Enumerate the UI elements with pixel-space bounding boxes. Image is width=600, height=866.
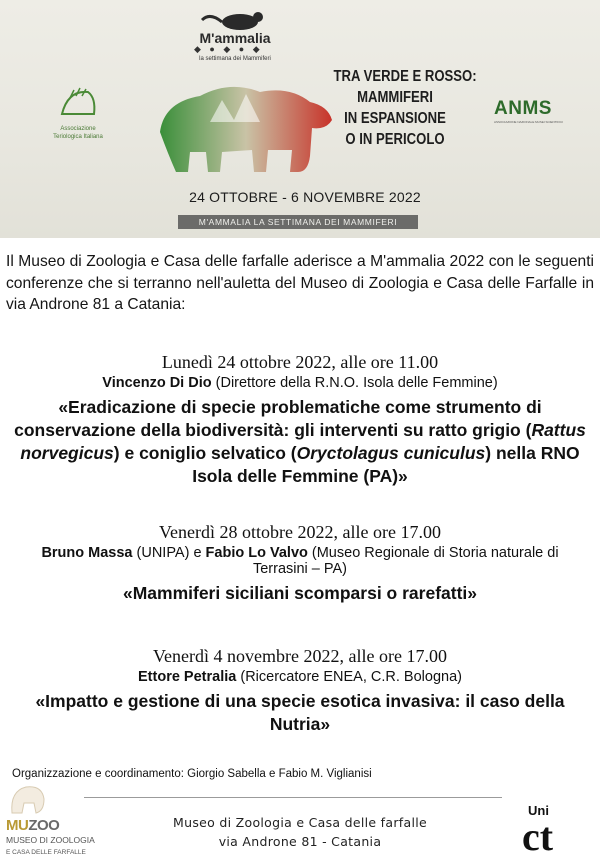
museum-logo-zoo: ZOO: [28, 817, 60, 834]
speaker-name: Vincenzo Di Dio: [102, 375, 212, 391]
intro-paragraph: Il Museo di Zoologia e Casa delle farfalle aderisce a M'ammalia 2022 con le seguenti conferenze che si terranno nell'auletta del Museo di Zoologia e Casa delle Farfalle in via Androne 81 a Catania:: [6, 253, 594, 313]
event-speaker: [0, 669, 600, 685]
title-part: ) e coniglio selvatico (: [113, 443, 297, 463]
anms-logo: [494, 98, 564, 124]
event-2: [0, 522, 600, 605]
event-date: Venerdì 28 ottobre 2022, alle ore 17.00: [159, 522, 441, 542]
event-3: [0, 646, 600, 736]
anms-text: ANMS: [494, 98, 552, 119]
speaker-name: Ettore Petralia: [138, 669, 237, 685]
bear-silhouette-icon: [150, 72, 340, 182]
speaker-affiliation: (UNIPA) e: [132, 545, 206, 561]
event-title: [0, 396, 600, 488]
event-1: [0, 352, 600, 488]
footer-divider: [84, 797, 502, 798]
museum-logo-mu: MU: [6, 817, 29, 834]
speaker-affiliation: (Ricercatore ENEA, C.R. Bologna): [236, 669, 462, 685]
speaker-affiliation: (Museo Regionale di Storia naturale di Terrasini – PA): [252, 545, 559, 577]
hedgehog-icon: [58, 84, 98, 118]
unict-logo: [516, 803, 580, 859]
event-speaker: [0, 375, 600, 391]
museum-logo-line3: E CASA DELLE FARFALLE: [6, 849, 86, 856]
title-italic: Oryctolagus cuniculus: [296, 443, 486, 463]
ati-text: Associazione Teriologica Italiana: [53, 126, 103, 140]
speaker-name: Fabio Lo Valvo: [205, 545, 308, 561]
title-part: ) nella RNO Isola delle Femmine (PA)»: [192, 443, 580, 486]
museum-logo-line2: MUSEO DI ZOOLOGIA: [6, 835, 95, 845]
banner-strip: M'AMMALIA LA SETTIMANA DEI MAMMIFERI: [178, 215, 418, 229]
elephant-skull-icon: [8, 783, 48, 817]
ati-logo: [48, 84, 108, 141]
event-speaker: [0, 545, 600, 577]
event-banner: [0, 0, 600, 238]
museum-logo: [2, 783, 95, 865]
speaker-affiliation: (Direttore della R.N.O. Isola delle Femmine): [211, 375, 498, 391]
mammal-silhouette-icon: [190, 8, 280, 34]
unict-ct: ct: [522, 814, 554, 859]
mammalia-subtitle: la settimana dei Mammiferi: [199, 56, 271, 62]
unict-uni: Uni: [528, 803, 549, 818]
title-part: «Eradicazione di specie problematiche come strumento di conservazione della biodiversità: gli interventi su ratto grigio (: [14, 397, 542, 440]
event-title: «Impatto e gestione di una specie esotica invasiva: il caso della Nutria»: [35, 691, 565, 734]
organization-credit: Organizzazione e coordinamento: Giorgio Sabella e Fabio M. Viglianisi: [12, 768, 372, 780]
headline-line: MAMMIFERI: [357, 89, 433, 106]
museum-logo-mark: [6, 817, 59, 834]
footer-line2: via Androne 81 - Catania: [218, 834, 382, 849]
speaker-name: Bruno Massa: [41, 545, 133, 561]
headline: [333, 66, 477, 150]
event-date: Lunedì 24 ottobre 2022, alle ore 11.00: [161, 352, 439, 372]
mammalia-logo: [190, 8, 280, 68]
title-italic: Rattus norvegicus: [20, 420, 586, 463]
footer-line1: Museo di Zoologia e Casa delle farfalle: [173, 815, 427, 830]
mammalia-title: M'ammalia: [199, 30, 271, 46]
headline-line: IN ESPANSIONE: [344, 110, 446, 127]
mammal-icons-row: ◆ ● ◆ ● ◆: [194, 44, 263, 54]
footer-address: [120, 813, 480, 851]
event-title: «Mammiferi siciliani scomparsi o rarefatti»: [122, 583, 478, 603]
headline-line: TRA VERDE E ROSSO:: [333, 68, 477, 85]
anms-subtitle: ASSOCIAZIONE NAZIONALE MUSEI SCIENTIFICI: [494, 120, 564, 124]
event-dates: 24 OTTOBRE - 6 NOVEMBRE 2022: [189, 189, 421, 205]
headline-line: O IN PERICOLO: [345, 131, 445, 148]
event-date: Venerdì 4 novembre 2022, alle ore 17.00: [153, 646, 447, 666]
